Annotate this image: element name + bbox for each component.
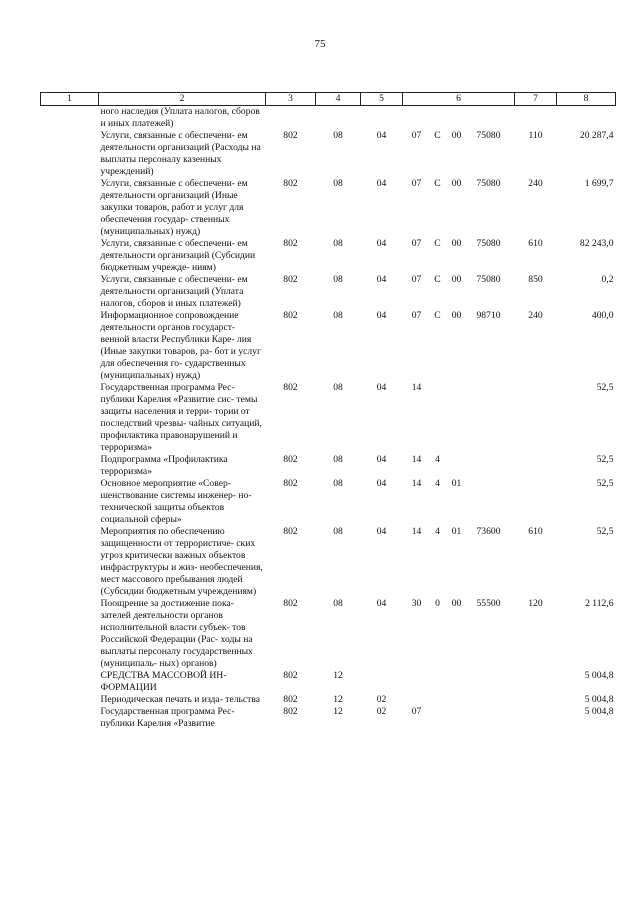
cell-pr: 04 xyxy=(376,238,387,249)
header-col-3: 3 xyxy=(266,93,316,106)
table-row xyxy=(41,310,616,382)
cell-name: Услуги, связанные с обеспечени- ем деятельности организаций (Иные закупки товаров, работ и услуг для обеспечения государ- ственных (муниципальных) нужд) xyxy=(100,178,248,237)
kcsr-subprogram: 4 xyxy=(435,454,440,465)
header-col-7: 7 xyxy=(515,93,557,106)
kcsr-event: 01 xyxy=(451,526,462,537)
cell-kcsr xyxy=(403,238,515,274)
cell-col-1 xyxy=(41,598,99,670)
cell-sum: 1 699,7 xyxy=(584,178,614,189)
cell-name: ного наследия (Уплата налогов, сборов и иных платежей) xyxy=(100,106,260,129)
cell-rz: 08 xyxy=(333,454,343,465)
kcsr-subprogram: 0 xyxy=(435,598,440,609)
kcsr-program: 07 xyxy=(411,178,422,189)
cell-sum: 2 112,6 xyxy=(585,598,614,609)
kcsr-program: 07 xyxy=(411,274,422,285)
table-row xyxy=(41,478,616,526)
kcsr-program: 14 xyxy=(411,454,422,465)
kcsr-subprogram: С xyxy=(434,274,441,285)
cell-pr: 04 xyxy=(376,178,387,189)
kcsr-program: 14 xyxy=(411,478,422,489)
cell-kcsr xyxy=(403,694,515,706)
cell-vr xyxy=(515,382,557,454)
cell-kcsr xyxy=(403,274,515,310)
kcsr-event: 00 xyxy=(451,178,462,189)
cell-ved: 802 xyxy=(283,238,298,249)
cell-kcsr xyxy=(403,706,515,730)
cell-ved: 802 xyxy=(283,694,298,705)
cell-sum: 82 243,0 xyxy=(579,238,614,249)
cell-kcsr xyxy=(403,106,515,131)
table-row xyxy=(41,178,616,238)
cell-kcsr xyxy=(403,526,515,598)
cell-kcsr xyxy=(403,598,515,670)
kcsr-direction: 75080 xyxy=(476,178,501,189)
cell-sum: 5 004,8 xyxy=(584,670,614,681)
kcsr-direction: 98710 xyxy=(476,310,501,321)
kcsr-subprogram: С xyxy=(434,130,441,141)
kcsr-direction xyxy=(467,454,511,466)
cell-ved: 802 xyxy=(283,478,298,489)
cell-pr: 04 xyxy=(376,310,387,321)
cell-rz: 08 xyxy=(333,382,343,393)
table-row xyxy=(41,274,616,310)
kcsr-event: 00 xyxy=(451,274,462,285)
cell-rz: 08 xyxy=(333,274,343,285)
cell-rz: 08 xyxy=(333,178,343,189)
cell-pr xyxy=(361,670,403,694)
kcsr-subprogram: С xyxy=(434,238,441,249)
cell-col-1 xyxy=(41,178,99,238)
cell-col-1 xyxy=(41,382,99,454)
cell-pr: 04 xyxy=(376,130,387,141)
cell-pr xyxy=(361,106,403,131)
kcsr-direction: 75080 xyxy=(476,274,501,285)
cell-rz: 08 xyxy=(333,478,343,489)
cell-vr xyxy=(515,706,557,730)
cell-col-1 xyxy=(41,238,99,274)
cell-sum: 52,5 xyxy=(596,478,614,489)
cell-ved: 802 xyxy=(283,178,298,189)
cell-ved: 802 xyxy=(283,454,298,465)
cell-name: Услуги, связанные с обеспечени- ем деятельности организаций (Расходы на выплаты персоналу казенных учреждений) xyxy=(100,130,261,177)
table-row xyxy=(41,706,616,730)
header-col-6: 6 xyxy=(403,93,515,106)
cell-kcsr xyxy=(403,454,515,478)
kcsr-program: 07 xyxy=(411,310,422,321)
cell-pr: 04 xyxy=(376,382,387,393)
kcsr-direction xyxy=(467,382,511,394)
kcsr-program: 07 xyxy=(411,706,422,717)
cell-sum: 52,5 xyxy=(596,454,614,465)
cell-col-1 xyxy=(41,706,99,730)
kcsr-event: 01 xyxy=(451,478,462,489)
cell-rz: 12 xyxy=(333,694,343,705)
cell-ved xyxy=(266,106,316,131)
cell-name: Информационное сопровождение деятельности органов государст- венной власти Республики Каре- лия (Иные закупки товаров, ра- бот и услуг для обеспечения го- сударственных (муниципальных) нужд) xyxy=(100,310,261,381)
cell-sum: 5 004,8 xyxy=(584,694,614,705)
cell-sum: 52,5 xyxy=(596,382,614,393)
table-body xyxy=(41,106,616,731)
kcsr-direction: 73600 xyxy=(476,526,501,537)
cell-rz: 08 xyxy=(333,598,343,609)
cell-name: Услуги, связанные с обеспечени- ем деятельности организаций (Субсидии бюджетным учрежде- ниям) xyxy=(100,238,256,273)
cell-pr: 04 xyxy=(376,526,387,537)
cell-col-1 xyxy=(41,274,99,310)
cell-ved: 802 xyxy=(283,310,298,321)
cell-kcsr xyxy=(403,382,515,454)
cell-vr: 610 xyxy=(528,238,543,249)
cell-name: Основное мероприятие «Совер- шенствование системы инженер- но-технической защиты объектов социальной сферы» xyxy=(100,478,252,525)
kcsr-event: 00 xyxy=(451,310,462,321)
cell-sum xyxy=(557,106,616,131)
cell-sum: 52,5 xyxy=(596,526,614,537)
cell-name: Государственная программа Рес- публики Карелия «Развитие сис- темы защиты населения и терри- тории от последствий чрезвы- чайных ситуаций, профилактика правонарушений и терроризма» xyxy=(100,382,262,453)
kcsr-program: 07 xyxy=(411,130,422,141)
cell-ved: 802 xyxy=(283,706,298,717)
table-row xyxy=(41,454,616,478)
cell-sum: 5 004,8 xyxy=(584,706,614,717)
cell-pr: 04 xyxy=(376,478,387,489)
cell-col-1 xyxy=(41,526,99,598)
cell-vr xyxy=(515,454,557,478)
cell-col-1 xyxy=(41,670,99,694)
cell-vr: 240 xyxy=(528,178,543,189)
page-number: 75 xyxy=(314,38,326,50)
kcsr-subprogram: 4 xyxy=(435,526,440,537)
cell-vr: 610 xyxy=(528,526,543,537)
cell-pr: 04 xyxy=(376,454,387,465)
table-row xyxy=(41,382,616,454)
cell-name: Поощрение за достижение пока- зателей деятельности органов исполнительной власти субъек- тов Российской Федерации (Рас- ходы на выплаты персоналу государственных (муниципаль- ных) органов) xyxy=(100,598,253,669)
table-row xyxy=(41,598,616,670)
cell-name: Государственная программа Рес- публики Карелия «Развитие xyxy=(100,706,235,729)
cell-col-1 xyxy=(41,454,99,478)
cell-ved: 802 xyxy=(283,274,298,285)
cell-kcsr xyxy=(403,670,515,694)
cell-vr xyxy=(515,694,557,706)
cell-rz: 12 xyxy=(333,670,343,681)
table-row xyxy=(41,694,616,706)
cell-sum: 0,2 xyxy=(601,274,614,285)
cell-sum: 20 287,4 xyxy=(579,130,614,141)
cell-kcsr xyxy=(403,178,515,238)
cell-col-1 xyxy=(41,478,99,526)
budget-table xyxy=(40,92,616,730)
header-col-8: 8 xyxy=(557,93,616,106)
header-col-1: 1 xyxy=(41,93,99,106)
kcsr-event: 00 xyxy=(451,130,462,141)
cell-vr xyxy=(515,670,557,694)
cell-ved: 802 xyxy=(283,382,298,393)
kcsr-program: 14 xyxy=(411,382,422,393)
cell-vr: 850 xyxy=(528,274,543,285)
cell-rz: 12 xyxy=(333,706,343,717)
cell-vr: 110 xyxy=(528,130,543,141)
cell-name: Мероприятия по обеспечению защищенности от террористиче- ских угроз критически важных объектов инфраструктуры и жиз- необеспечения, мест массового пребывания людей (Субсидии бюджетным учреждениям) xyxy=(100,526,263,597)
kcsr-subprogram xyxy=(429,706,447,718)
kcsr-subprogram: С xyxy=(434,178,441,189)
table-row xyxy=(41,526,616,598)
kcsr-direction xyxy=(467,706,511,718)
header-col-5: 5 xyxy=(361,93,403,106)
cell-vr xyxy=(515,106,557,131)
cell-vr xyxy=(515,478,557,526)
kcsr-direction xyxy=(467,478,511,490)
cell-kcsr xyxy=(403,478,515,526)
cell-rz: 08 xyxy=(333,310,343,321)
kcsr-event: 00 xyxy=(451,238,462,249)
table-row xyxy=(41,130,616,178)
kcsr-event xyxy=(447,382,467,394)
cell-vr: 120 xyxy=(528,598,543,609)
cell-kcsr xyxy=(403,310,515,382)
cell-kcsr xyxy=(403,130,515,178)
table-header xyxy=(41,93,616,106)
cell-pr: 04 xyxy=(376,274,387,285)
cell-pr: 02 xyxy=(376,694,387,705)
kcsr-program: 30 xyxy=(411,598,422,609)
cell-name: Подпрограмма «Профилактика терроризма» xyxy=(100,454,228,477)
cell-rz: 08 xyxy=(333,238,343,249)
kcsr-event: 00 xyxy=(451,598,462,609)
cell-name: Услуги, связанные с обеспечени- ем деятельности организаций (Уплата налогов, сборов и иных платежей) xyxy=(100,274,248,309)
kcsr-event xyxy=(447,706,467,718)
cell-sum: 400,0 xyxy=(591,310,614,321)
kcsr-subprogram xyxy=(429,382,447,394)
kcsr-subprogram: С xyxy=(434,310,441,321)
cell-vr: 240 xyxy=(528,310,543,321)
kcsr-subprogram: 4 xyxy=(435,478,440,489)
kcsr-direction: 55500 xyxy=(476,598,501,609)
cell-ved: 802 xyxy=(283,670,298,681)
kcsr-direction: 75080 xyxy=(476,130,501,141)
cell-rz: 08 xyxy=(333,130,343,141)
header-col-4: 4 xyxy=(316,93,361,106)
cell-col-1 xyxy=(41,310,99,382)
cell-rz: 08 xyxy=(333,526,343,537)
kcsr-program: 07 xyxy=(411,238,422,249)
table-row xyxy=(41,670,616,694)
kcsr-event xyxy=(447,454,467,466)
cell-col-1 xyxy=(41,106,99,131)
cell-ved: 802 xyxy=(283,526,298,537)
cell-col-1 xyxy=(41,694,99,706)
kcsr-direction: 75080 xyxy=(476,238,501,249)
cell-name: Периодическая печать и изда- тельства xyxy=(100,694,261,705)
cell-pr: 04 xyxy=(376,598,387,609)
header-col-2: 2 xyxy=(99,93,266,106)
table-row xyxy=(41,238,616,274)
cell-ved: 802 xyxy=(283,598,298,609)
table-row xyxy=(41,106,616,131)
cell-col-1 xyxy=(41,130,99,178)
cell-name: СРЕДСТВА МАССОВОЙ ИН- ФОРМАЦИИ xyxy=(100,670,227,693)
cell-rz xyxy=(316,106,361,131)
cell-ved: 802 xyxy=(283,130,298,141)
kcsr-program: 14 xyxy=(411,526,422,537)
cell-pr: 02 xyxy=(376,706,387,717)
